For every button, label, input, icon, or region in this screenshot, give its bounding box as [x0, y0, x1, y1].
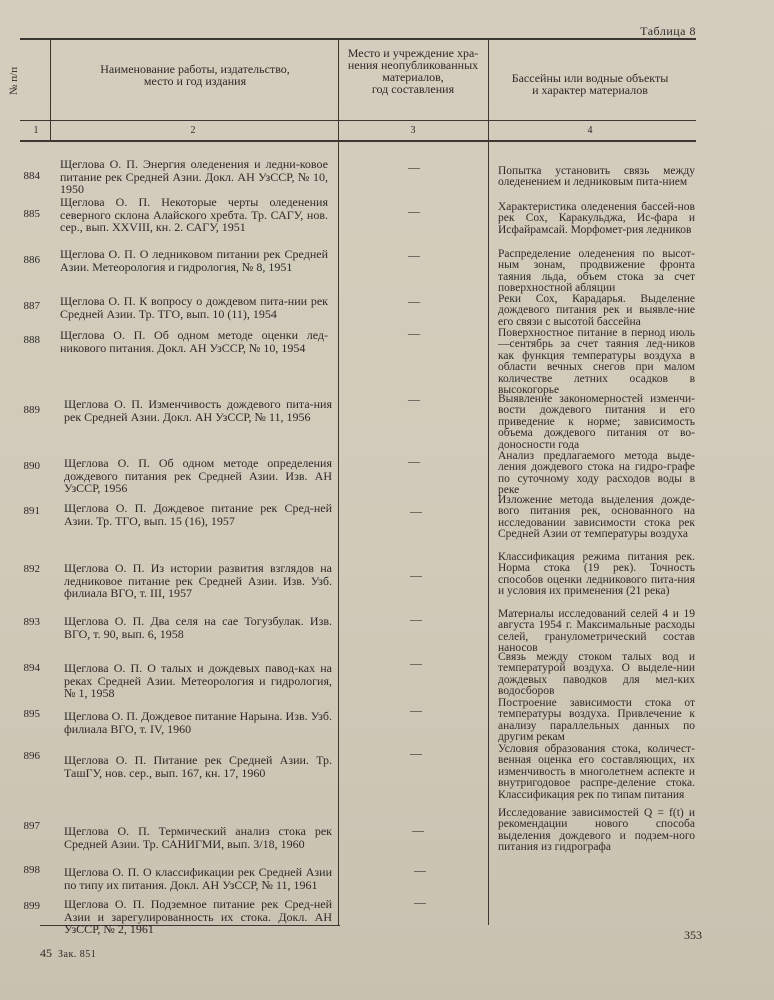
row-number: 887	[23, 300, 40, 312]
footer-order-number: Зак. 851	[58, 949, 97, 960]
header-col3-line2: нения неопубликованных	[347, 58, 479, 72]
col-number-3: 3	[410, 125, 416, 136]
row-description: Условия образования стока, количест-венная оценка его составляющих, их изменчивость в многолетнем аспекте и внутригодовое распре-деление стока. Классификация рек по типам питания	[498, 743, 695, 801]
row-place: —	[412, 823, 424, 837]
row-place: —	[410, 504, 422, 518]
col-number-4: 4	[587, 125, 593, 136]
row-title: Щеглова О. П. Некоторые черты оледенения северного склона Алайского хребта. Тр. САГУ, нов. сер., вып. XXVIII, кн. 2. САГУ, 1951	[60, 195, 328, 234]
row-description: Исследование зависимостей Q = f(t) и рекомендации нового способа выделения дождевого и подзем-ного питания из гидрографа	[498, 807, 695, 854]
row-title: Щеглова О. П. Из истории развития взглядов на ледниковое питание рек Средней Азии. Изв. Узб. филиала ВГО, т. III, 1957	[64, 561, 332, 600]
row-title: Щеглова О. П. О классификации рек Средней Азии по типу их питания. Докл. АН УзССР, № 11, 1961	[64, 865, 332, 892]
page-number: 353	[684, 928, 702, 942]
header-num: № п/п	[8, 66, 20, 95]
row-place: —	[410, 703, 422, 717]
row-number: 894	[23, 662, 40, 674]
row-title: Щеглова О. П. О талых и дождевых павод-ках на реках Средней Азии. Метеорология и гидрология, № 1, 1958	[64, 661, 332, 700]
row-number: 890	[23, 460, 40, 472]
row-number: 888	[23, 334, 40, 346]
row-title: Щеглова О. П. Об одном методе определения дождевого питания рек Средней Азии. Изв. АН УзССР, 1956	[64, 456, 332, 495]
row-place: —	[410, 612, 422, 626]
row-description: Классификация режима питания рек. Норма стока (19 рек). Точность способов оценки ледникового пита-ния и условия их применения (21 река)	[498, 551, 695, 598]
header-col4	[495, 72, 685, 96]
header-col3-line1: Место и учреждение хра-	[347, 46, 479, 60]
header-col3-line3: материалов,	[382, 70, 444, 84]
col-divider-1	[50, 40, 51, 140]
header-col2	[60, 63, 330, 87]
row-place: —	[408, 326, 420, 340]
row-number: 893	[23, 616, 40, 628]
footer-sheet-number: 45	[40, 946, 52, 960]
row-number: 889	[23, 404, 40, 416]
row-title: Щеглова О. П. Дождевое питание Нарына. Изв. Узб. филиала ВГО, т. IV, 1960	[64, 709, 332, 736]
row-number: 884	[23, 170, 40, 182]
row-title: Щеглова О. П. Об одном методе оценки лед-никового питания. Докл. АН УзССР, № 10, 1954	[60, 328, 328, 355]
row-number: 886	[23, 254, 40, 266]
col-divider-3	[488, 40, 489, 925]
row-title: Щеглова О. П. Термический анализ стока рек Средней Азии. Тр. САНИГМИ, вып. 3/18, 1960	[64, 824, 332, 851]
col-divider-2	[338, 40, 339, 925]
row-title: Щеглова О. П. Энергия оледенения и ледни-ковое питание рек Средней Азии. Докл. АН УзССР, № 10, 1950	[60, 157, 328, 196]
row-place: —	[408, 248, 420, 262]
column-number-rule	[20, 140, 696, 142]
header-col3	[340, 47, 486, 95]
row-number: 898	[23, 864, 40, 876]
row-description: Реки Сох, Карадарья. Выделение дождевого питания рек и выявле-ние его связи с высотой бассейна	[498, 293, 695, 328]
row-description: Характеристика оледенения бассей-нов рек Сох, Каракульджа, Ис-фара и Исфайрамсай. Морфомет-рия ледников	[498, 201, 695, 236]
row-place: —	[410, 656, 422, 670]
row-description: Поверхностное питание в период июль—сентябрь за счет таяния лед-ников как функция температуры воздуха в области вечных снегов при малом количестве летних осадков в высокогорье	[498, 327, 695, 397]
row-place: —	[408, 204, 420, 218]
row-number: 896	[23, 750, 40, 762]
row-number: 895	[23, 708, 40, 720]
row-description: Построение зависимости стока от температуры воздуха. Привлечение к анализу параллельных данных по другим рекам	[498, 697, 695, 744]
row-description: Выявление закономерностей изменчи-вости дождевого питания и его приведение к норме; зависимость объема дождевого питания от во-доносности года	[498, 393, 695, 451]
row-description: Связь между стоком талых вод и температурой воздуха. О выделе-нии дождевых паводков для мел-ких водосборов	[498, 651, 695, 698]
row-place: —	[408, 160, 420, 174]
row-place: —	[414, 895, 426, 909]
row-title: Щеглова О. П. Дождевое питание рек Сред-ней Азии. Тр. ТГО, вып. 15 (16), 1957	[64, 501, 332, 528]
header-bottom-rule	[20, 120, 696, 121]
row-title: Щеглова О. П. Подземное питание рек Сред-ней Азии и зарегулированность их стока. Докл. АН УзССР, № 2, 1961	[64, 897, 332, 936]
row-number: 899	[23, 900, 40, 912]
header-col2-line2: место и год издания	[143, 74, 247, 88]
row-place: —	[408, 294, 420, 308]
row-place: —	[408, 392, 420, 406]
row-place: —	[408, 454, 420, 468]
row-title: Щеглова О. П. К вопросу о дождевом пита-нии рек Средней Азии. Тр. ТГО, вып. 10 (11), 1954	[60, 294, 328, 321]
footer-signature	[40, 946, 96, 961]
header-top-rule	[20, 38, 696, 40]
row-place: —	[410, 746, 422, 760]
row-number: 897	[23, 820, 40, 832]
row-place: —	[414, 863, 426, 877]
row-title: Щеглова О. П. Изменчивость дождевого пита-ния рек Средней Азии. Докл. АН УзССР, № 11, 1956	[64, 397, 332, 424]
row-description: Попытка установить связь между оледенением и ледниковым пита-нием	[498, 165, 695, 189]
row-place: —	[410, 568, 422, 582]
row-number: 891	[23, 505, 40, 517]
row-description: Изложение метода выделения дожде-вого питания рек, основанного на исследовании зависимости стока рек Средней Азии от температуры воздуха	[498, 494, 695, 541]
row-title: Щеглова О. П. Питание рек Средней Азии. Тр. ТашГУ, нов. сер., вып. 167, кн. 17, 1960	[64, 753, 332, 780]
row-description: Материалы исследований селей 4 и 19 августа 1954 г. Максимальные расходы селей, гранулометрический состав наносов	[498, 608, 695, 655]
header-col3-line4: год составления	[371, 82, 455, 96]
row-number: 885	[23, 208, 40, 220]
row-number: 892	[23, 563, 40, 575]
header-col4-line1: Бассейны или водные объекты	[511, 71, 669, 85]
table-label: Таблица 8	[640, 24, 696, 38]
row-description: Анализ предлагаемого метода выде-ления дождевого стока на гидро-графе по суточному ходу расходов воды в реке	[498, 450, 695, 497]
row-title: Щеглова О. П. Два селя на сае Тогузбулак. Изв. ВГО, т. 90, вып. 6, 1958	[64, 614, 332, 641]
col-number-1: 1	[33, 125, 39, 136]
header-col2-line1: Наименование работы, издательство,	[100, 62, 290, 76]
row-description: Распределение оледенения по высот-ным зонам, продвижение фронта таяния льда, объем стока за счет поверхностной абляции	[498, 248, 695, 295]
row-title: Щеглова О. П. О ледниковом питании рек Средней Азии. Метеорология и гидрология, № 8, 1951	[60, 247, 328, 274]
header-col4-line2: и характер материалов	[532, 83, 648, 97]
col-number-2: 2	[190, 125, 196, 136]
